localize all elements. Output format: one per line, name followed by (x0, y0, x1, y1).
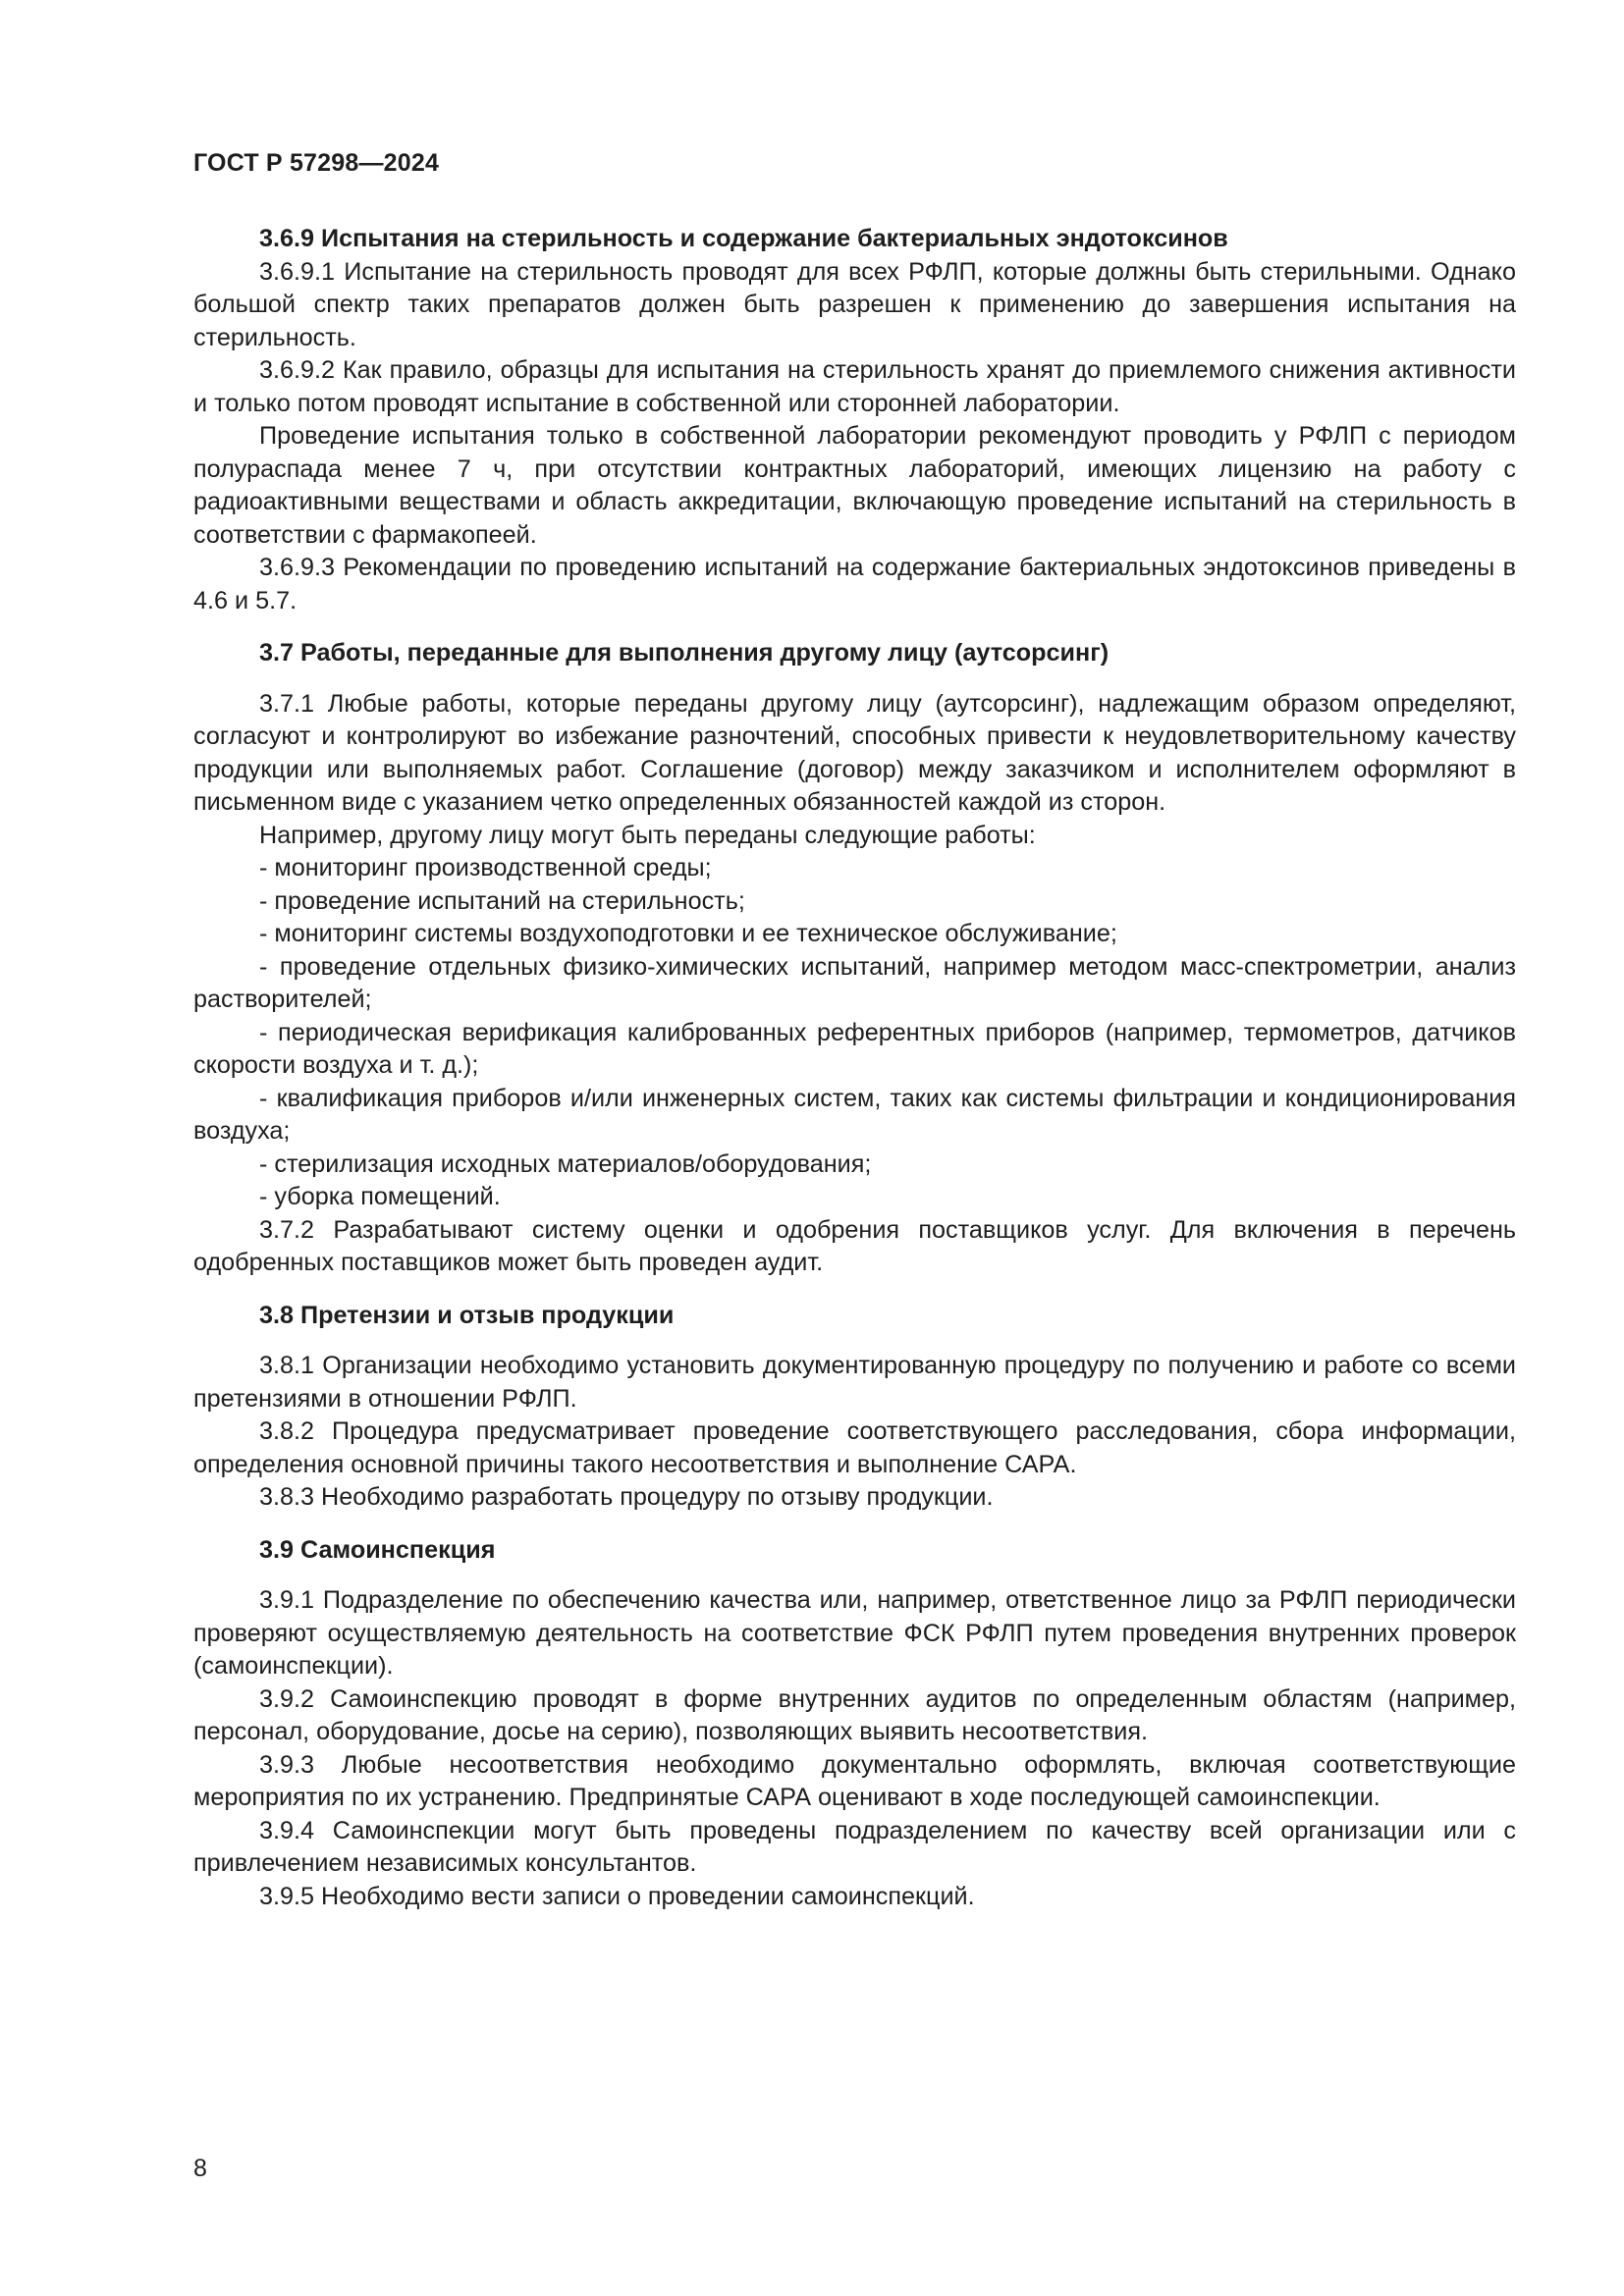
paragraph-3-6-9-2-cont: Проведение испытания только в собственной лаборатории рекомендуют проводить у РФЛП с периодом полураспада менее 7 ч, при отсутствии контрактных лабораторий, имеющих лицензию на работу с радиоактивными веществами и область аккредитации, включающую проведение испытаний на стерильность в соответствии с фармакопеей. (193, 422, 1516, 549)
paragraph-3-6-9-2: 3.6.9.2 Как правило, образцы для испытания на стерильность хранят до приемлемого снижения активности и только потом проводят испытание в собственной или сторонней лаборатории. (193, 356, 1516, 417)
section-heading: 3.6.9 Испытания на стерильность и содержание бактериальных эндотоксинов (259, 225, 1228, 252)
section-heading: 3.8 Претензии и отзыв продукции (259, 1301, 675, 1329)
list-item: - проведение отдельных физико-химических испытаний, например методом масс-спектрометрии, анализ растворителей; (193, 952, 1516, 1013)
paragraph-3-7-1: 3.7.1 Любые работы, которые переданы другому лицу (аутсорсинг), надлежащим образом определяют, согласуют и контролируют во избежание разночтений, способных привести к неудовлетворительному качеству продукции или выполняемых работ. Соглашение (договор) между заказчиком и исполнителем оформляют в письменном виде с указанием четко определенных обязанностей каждой из сторон. (193, 689, 1516, 816)
list-item: - стерилизация исходных материалов/оборудования; (259, 1149, 872, 1178)
section-3-7 (193, 637, 1516, 1280)
paragraph-3-7-2: 3.7.2 Разрабатывают систему оценки и одобрения поставщиков услуг. Для включения в перечень одобренных поставщиков может быть проведен аудит. (193, 1215, 1516, 1276)
paragraph-3-9-2: 3.9.2 Самоинспекцию проводят в форме внутренних аудитов по определенным областям (например, персонал, оборудование, досье на серию), позволяющих выявить несоответствия. (193, 1684, 1516, 1745)
section-3-6-9 (193, 223, 1516, 617)
list-item: - проведение испытаний на стерильность; (259, 886, 745, 915)
list-intro: Например, другому лицу могут быть переданы следующие работы: (259, 821, 1036, 849)
paragraph-3-9-3: 3.9.3 Любые несоответствия необходимо документально оформлять, включая соответствующие мероприятия по их устранению. Предпринятые САРА оценивают в ходе последующей самоинспекции. (193, 1750, 1516, 1811)
list-item: - уборка помещений. (259, 1183, 501, 1210)
list-item: - мониторинг производственной среды; (259, 854, 712, 881)
paragraph-3-9-5: 3.9.5 Необходимо вести записи о проведении самоинспекций. (259, 1882, 975, 1910)
paragraph-3-9-1: 3.9.1 Подразделение по обеспечению качества или, например, ответственное лицо за РФЛП периодически проверяют осуществляемую деятельность на соответствие ФСК РФЛП путем проведения внутренних проверок (самоинспекции). (193, 1586, 1516, 1680)
section-heading: 3.7 Работы, переданные для выполнения другому лицу (аутсорсинг) (259, 639, 1110, 667)
paragraph-3-8-1: 3.8.1 Организации необходимо установить документированную процедуру по получению и работе со всеми претензиями в отношении РФЛП. (193, 1352, 1516, 1413)
paragraph-3-6-9-1: 3.6.9.1 Испытание на стерильность проводят для всех РФЛП, которые должны быть стерильными. Однако большой спектр таких препаратов должен быть разрешен к применению до завершения испытания на стерильность. (193, 257, 1516, 351)
outsourcing-list (193, 852, 1516, 1214)
section-heading: 3.9 Самоинспекция (259, 1535, 496, 1564)
paragraph-3-8-3: 3.8.3 Необходимо разработать процедуру по отзыву продукции. (259, 1483, 994, 1511)
page-number: 8 (193, 2155, 207, 2182)
list-item: - периодическая верификация калиброванных референтных приборов (например, термометров, датчиков скорости воздуха и т. д.); (193, 1018, 1516, 1079)
section-3-9 (193, 1534, 1516, 1914)
document-header: ГОСТ Р 57298—2024 (193, 149, 440, 177)
document-body (193, 223, 1516, 1913)
list-item: - мониторинг системы воздухоподготовки и ее техническое обслуживание; (259, 920, 1117, 947)
paragraph-3-6-9-3: 3.6.9.3 Рекомендации по проведению испытаний на содержание бактериальных эндотоксинов приведены в 4.6 и 5.7. (193, 554, 1516, 614)
section-3-8 (193, 1300, 1516, 1515)
list-item: - квалификация приборов и/или инженерных систем, таких как системы фильтрации и кондиционирования воздуха; (193, 1084, 1516, 1145)
paragraph-3-9-4: 3.9.4 Самоинспекции могут быть проведены подразделением по качеству всей организации или с привлечением независимых консультантов. (193, 1816, 1516, 1877)
paragraph-3-8-2: 3.8.2 Процедура предусматривает проведение соответствующего расследования, сбора информации, определения основной причины такого несоответствия и выполнение САРА. (193, 1417, 1516, 1478)
